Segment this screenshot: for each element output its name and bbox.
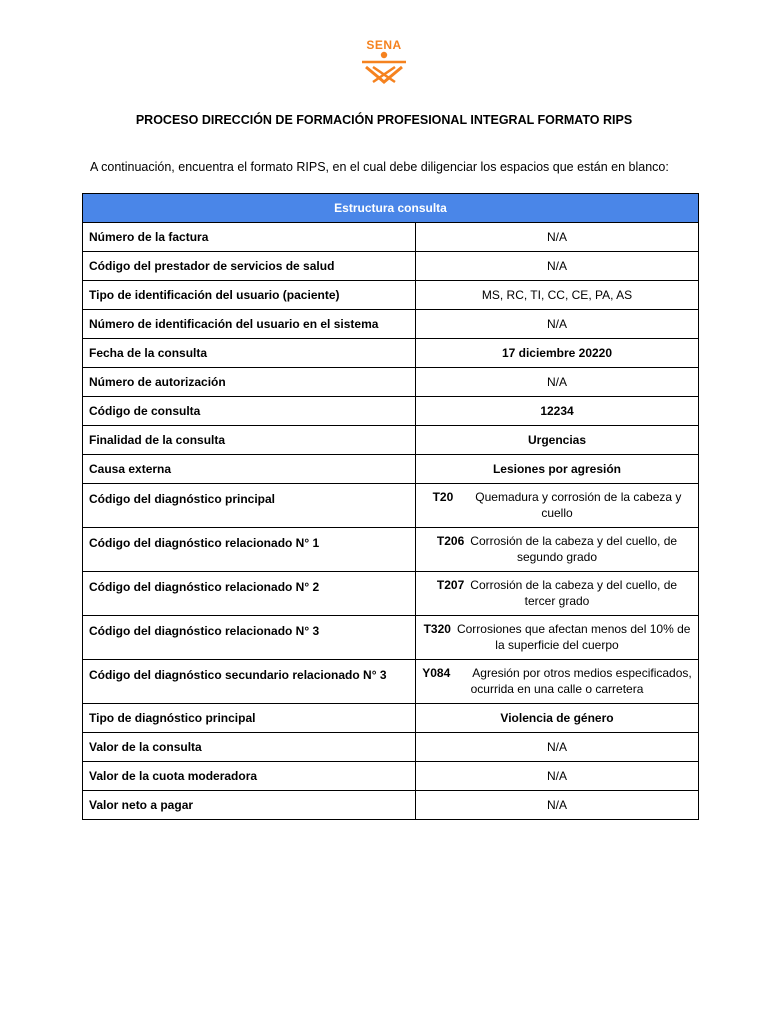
document-intro: A continuación, encuentra el formato RIPS, en el cual debe diligenciar los espacios que están en blanco: [90, 160, 669, 174]
diagnosis-description: Agresión por otros medios especificados, ocurrida en una calle o carretera [470, 666, 692, 696]
row-value: Urgencias [416, 426, 699, 455]
row-value: N/A [416, 223, 699, 252]
table-row [83, 281, 699, 310]
diagnosis-description: Corrosión de la cabeza y del cuello, de tercer grado [470, 578, 678, 608]
row-label: Tipo de identificación del usuario (paciente) [83, 281, 416, 310]
table-row [83, 660, 699, 704]
row-value: N/A [416, 733, 699, 762]
table-row [83, 368, 699, 397]
row-label: Código del prestador de servicios de salud [83, 252, 416, 281]
diagnosis-code: T206 [436, 534, 465, 548]
row-label: Código del diagnóstico relacionado N° 1 [83, 528, 416, 572]
diagnosis-code: T320 [423, 622, 451, 636]
row-value [416, 660, 699, 704]
row-label: Código del diagnóstico principal [83, 484, 416, 528]
diagnosis-code: T207 [436, 578, 465, 592]
table-row [83, 791, 699, 820]
diagnosis-description: Corrosión de la cabeza y del cuello, de segundo grado [470, 534, 678, 564]
table-header: Estructura consulta [83, 194, 699, 223]
diagnosis-description: Quemadura y corrosión de la cabeza y cuello [475, 490, 682, 520]
diagnosis-description: Corrosiones que afectan menos del 10% de la superficie del cuerpo [456, 622, 691, 652]
table-row [83, 310, 699, 339]
table-row [83, 733, 699, 762]
row-label: Fecha de la consulta [83, 339, 416, 368]
row-value: N/A [416, 791, 699, 820]
table-row [83, 762, 699, 791]
table-row [83, 397, 699, 426]
table-row [83, 572, 699, 616]
row-value: N/A [416, 368, 699, 397]
row-value: 17 diciembre 20220 [416, 339, 699, 368]
row-label: Código del diagnóstico relacionado N° 2 [83, 572, 416, 616]
row-label: Número de la factura [83, 223, 416, 252]
row-label: Causa externa [83, 455, 416, 484]
row-value: N/A [416, 252, 699, 281]
row-value [416, 572, 699, 616]
row-value: 12234 [416, 397, 699, 426]
row-value [416, 616, 699, 660]
rips-table [82, 193, 699, 820]
table-row [83, 426, 699, 455]
table-row [83, 704, 699, 733]
row-label: Tipo de diagnóstico principal [83, 704, 416, 733]
row-label: Código del diagnóstico relacionado N° 3 [83, 616, 416, 660]
diagnosis-code: Y084 [422, 666, 451, 680]
row-value: N/A [416, 310, 699, 339]
row-value [416, 484, 699, 528]
table-row [83, 484, 699, 528]
row-label: Valor de la cuota moderadora [83, 762, 416, 791]
row-value: Lesiones por agresión [416, 455, 699, 484]
table-row [83, 616, 699, 660]
row-label: Valor neto a pagar [83, 791, 416, 820]
table-header-row [83, 194, 699, 223]
sena-logo [357, 38, 411, 84]
diagnosis-code: T20 [432, 490, 454, 504]
table-row [83, 252, 699, 281]
row-label: Valor de la consulta [83, 733, 416, 762]
document-title: PROCESO DIRECCIÓN DE FORMACIÓN PROFESIONAL INTEGRAL FORMATO RIPS [135, 113, 633, 127]
row-label: Finalidad de la consulta [83, 426, 416, 455]
table-row [83, 528, 699, 572]
row-value [416, 528, 699, 572]
row-value: Violencia de género [416, 704, 699, 733]
row-label: Código del diagnóstico secundario relacionado N° 3 [83, 660, 416, 704]
table-row [83, 339, 699, 368]
sena-logo-text: SENA [366, 38, 402, 52]
table-row [83, 223, 699, 252]
row-label: Número de autorización [83, 368, 416, 397]
row-label: Código de consulta [83, 397, 416, 426]
row-value: MS, RC, TI, CC, CE, PA, AS [416, 281, 699, 310]
row-label: Número de identificación del usuario en el sistema [83, 310, 416, 339]
row-value: N/A [416, 762, 699, 791]
table-row [83, 455, 699, 484]
